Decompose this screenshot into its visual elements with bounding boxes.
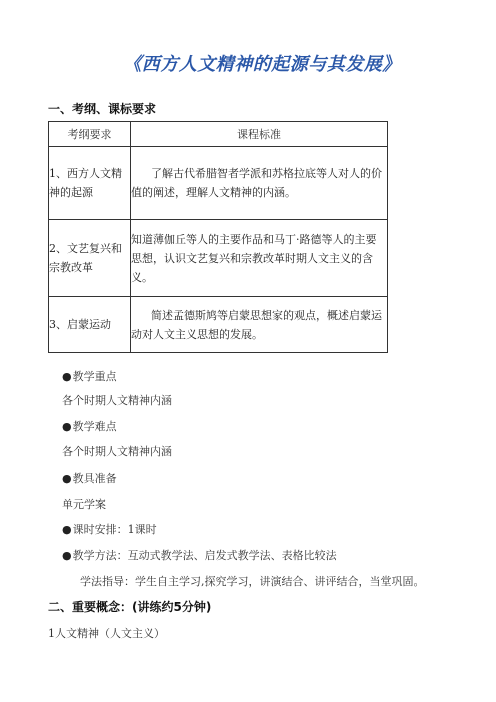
teaching-materials-label (62, 470, 117, 486)
teaching-methods (62, 547, 337, 563)
requirement-text: 1、西方人文精神的起源 (49, 167, 122, 199)
teaching-focus-text: 各个时期人文精神内涵 (62, 394, 172, 407)
document-title: 《西方人文精神的起源与其发展》 (123, 54, 401, 75)
table-cell-standard (131, 297, 388, 353)
table-header-exam: 考纲要求 (49, 122, 131, 147)
teaching-materials-text: 单元学案 (62, 498, 106, 511)
concept-item: 1人文精神（人文主义） (48, 627, 165, 640)
teaching-difficulty-text: 各个时期人文精神内涵 (62, 445, 172, 458)
standard-text: 了解古代希腊智者学派和苏格拉底等人对人的价值的阐述，理解人文精神的内涵。 (131, 167, 382, 199)
teaching-difficulty-label-text: 教学难点 (72, 420, 117, 433)
section-heading-concepts: 二、重要概念：(讲练约5分钟) (48, 600, 212, 614)
standard-text: 知道薄伽丘等人的主要作品和马丁·路德等人的主要思想，认识文艺复兴和宗教改革时期人文主义的含义。 (131, 232, 377, 284)
table-cell-requirement (49, 147, 131, 220)
table-row (49, 220, 388, 297)
teaching-focus-label (62, 368, 117, 384)
section-heading-requirements: 一、考纲、课标要求 (48, 102, 157, 116)
table-cell-standard (131, 147, 388, 220)
requirement-text: 2、文艺复兴和宗教改革 (49, 242, 122, 274)
teaching-materials-label-text: 教具准备 (72, 472, 117, 485)
table-header-standard: 课程标准 (131, 122, 388, 147)
teaching-hours (62, 521, 157, 537)
table-cell-standard (131, 220, 388, 297)
study-guidance: 学法指导：学生自主学习,探究学习，讲演结合、讲评结合，当堂巩固。 (80, 575, 425, 588)
table-row (49, 147, 388, 220)
teaching-focus-label-text: 教学重点 (72, 370, 117, 383)
table-cell-requirement (49, 297, 131, 353)
standard-text: 简述孟德斯鸠等启蒙思想家的观点，概述启蒙运动对人文主义思想的发展。 (131, 308, 382, 341)
teaching-difficulty-label (62, 418, 117, 434)
table-header-row (49, 122, 388, 147)
table-row (49, 297, 388, 353)
teaching-methods-text: 教学方法：互动式教学法、启发式教学法、表格比较法 (72, 549, 337, 562)
teaching-hours-text: 课时安排：1课时 (72, 523, 157, 536)
requirements-table (48, 121, 388, 353)
requirement-text: 3、启蒙运动 (49, 318, 111, 331)
table-cell-requirement (49, 220, 131, 297)
